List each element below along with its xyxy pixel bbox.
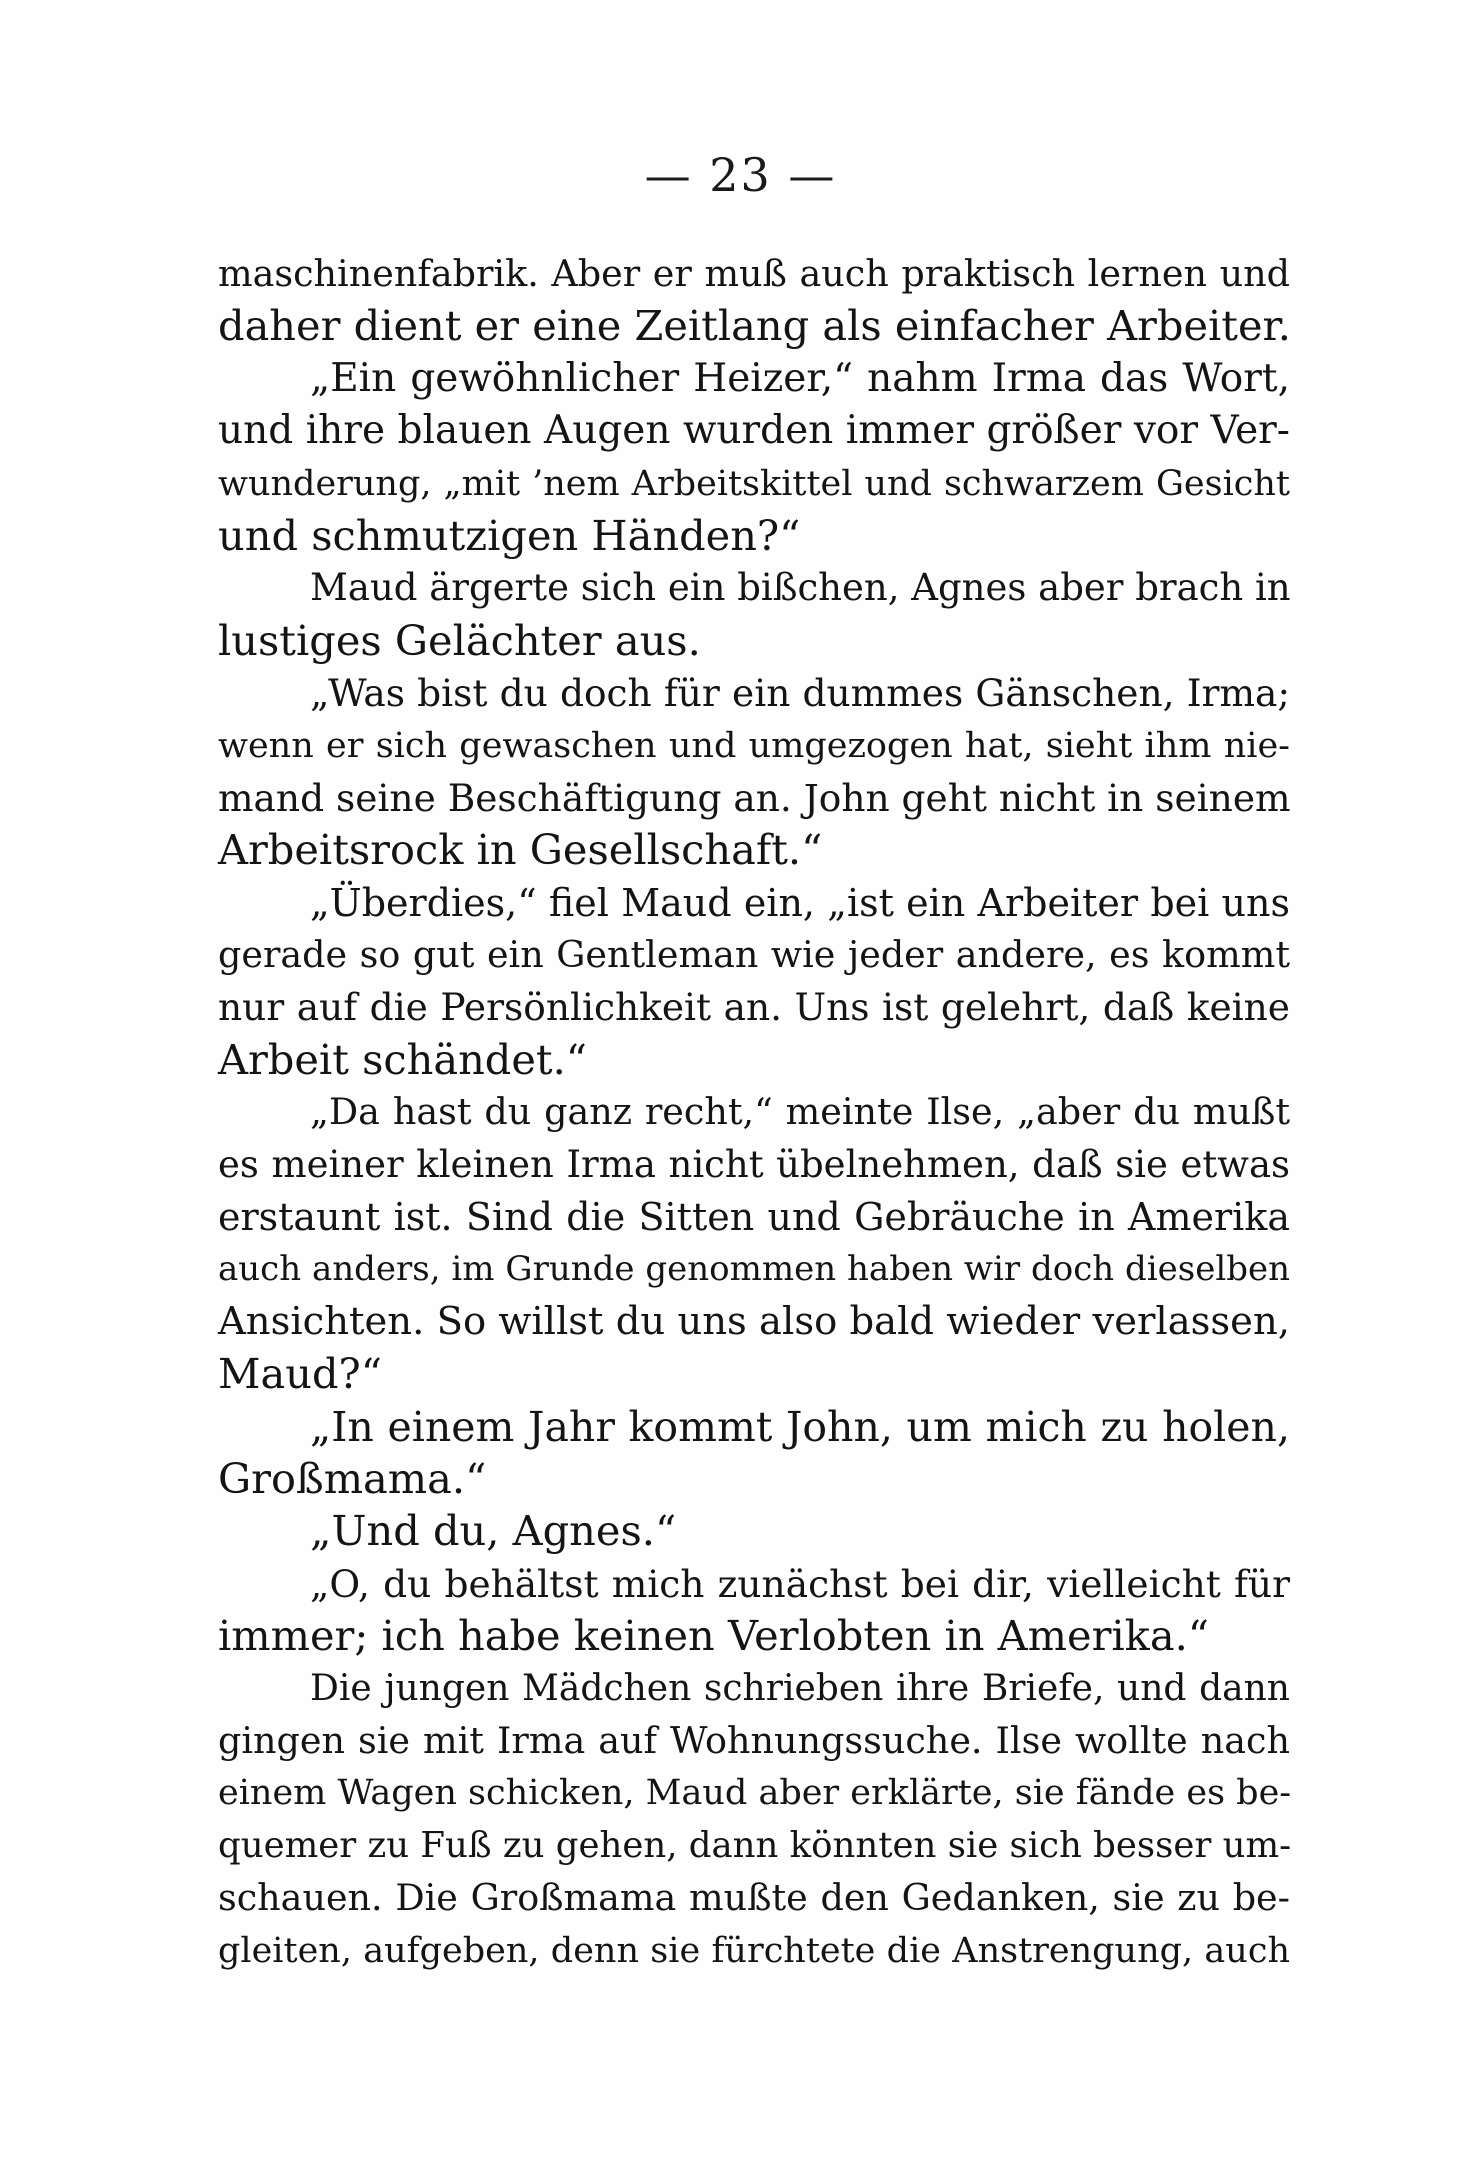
text-line: quemer zu Fuß zu gehen, dann könnten sie sich besser um- xyxy=(218,1824,1292,1866)
body-text xyxy=(218,248,1290,1977)
text-line: „Da hast du ganz recht,“ meinte Ilse, „aber du mußt xyxy=(310,1090,1290,1134)
text-line: Arbeitsrock in Gesellschaft.“ xyxy=(218,825,823,875)
text-line: „O, du behältst mich zunächst bei dir, vielleicht für xyxy=(310,1561,1290,1606)
text-line: „Was bist du doch für ein dummes Gänschen, Irma; xyxy=(310,671,1290,716)
page-number: — 23 — xyxy=(644,148,837,202)
text-line: mand seine Beschäftigung an. John geht nicht in seinem xyxy=(218,775,1291,820)
text-line: auch anders, im Grunde genommen haben wir doch dieselben xyxy=(218,1249,1290,1290)
text-line: „In einem Jahr kommt John, um mich zu holen, xyxy=(310,1402,1290,1451)
text-line: und schmutzigen Händen?“ xyxy=(218,510,801,560)
text-line: wunderung, „mit ’nem Arbeitskittel und schwarzem Gesicht xyxy=(218,463,1290,504)
text-line: gleiten, aufgeben, denn sie fürchtete die Anstrengung, auch xyxy=(218,1930,1290,1971)
text-line: „Überdies,“ fiel Maud ein, „ist ein Arbeiter bei uns xyxy=(310,880,1290,925)
text-line: gerade so gut ein Gentleman wie jeder andere, es kommt xyxy=(218,933,1290,977)
text-line: erstaunt ist. Sind die Sitten und Gebräuche in Amerika xyxy=(218,1195,1290,1240)
text-line: Arbeit schändet.“ xyxy=(218,1034,588,1084)
text-line: Maud ärgerte sich ein bißchen, Agnes aber brach in xyxy=(310,566,1291,610)
text-line: wenn er sich gewaschen und umgezogen hat, sieht ihm nie- xyxy=(218,725,1290,766)
text-line: gingen sie mit Irma auf Wohnungssuche. Ilse wollte nach xyxy=(218,1718,1290,1762)
text-line: Ansichten. So willst du uns also bald wieder verlassen, xyxy=(218,1298,1290,1344)
text-line: Maud?“ xyxy=(218,1349,382,1399)
text-line: immer; ich habe keinen Verlobten in Amerika.“ xyxy=(218,1611,1209,1661)
text-line: und ihre blauen Augen wurden immer größer vor Ver- xyxy=(218,408,1290,454)
text-line: schauen. Die Großmama mußte den Gedanken, sie zu be- xyxy=(218,1876,1290,1920)
text-line: Großmama.“ xyxy=(218,1453,487,1503)
text-line: lustiges Gelächter aus. xyxy=(218,615,701,665)
text-line: einem Wagen schicken, Maud aber erklärte, sie fände es be- xyxy=(218,1773,1292,1814)
text-line: maschinenfabrik. Aber er muß auch praktisch lernen und xyxy=(218,252,1290,295)
text-line: nur auf die Persönlichkeit an. Uns ist gelehrt, daß keine xyxy=(218,985,1290,1030)
text-line: daher dient er eine Zeitlang als einfacher Arbeiter. xyxy=(218,301,1292,351)
text-line: Die jungen Mädchen schrieben ihre Briefe, und dann xyxy=(310,1667,1290,1709)
text-line: „Und du, Agnes.“ xyxy=(310,1506,677,1556)
text-line: es meiner kleinen Irma nicht übelnehmen, daß sie etwas xyxy=(218,1142,1290,1186)
text-line: „Ein gewöhnlicher Heizer,“ nahm Irma das Wort, xyxy=(310,355,1290,401)
